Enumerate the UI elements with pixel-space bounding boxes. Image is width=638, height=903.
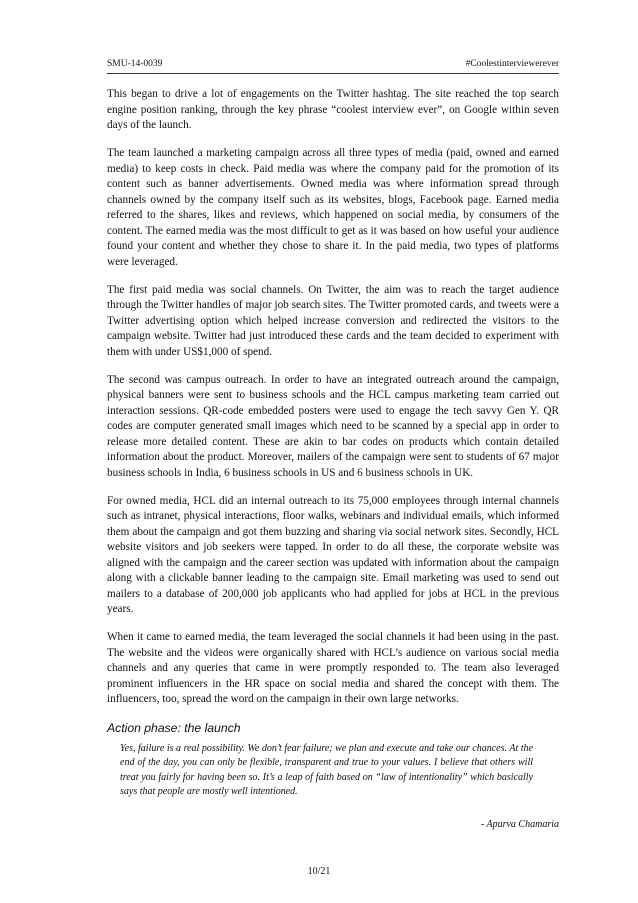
header-doc-code: SMU-14-0039 — [107, 59, 163, 69]
page-number: 10/21 — [307, 866, 331, 877]
page-header — [107, 59, 559, 73]
paragraph: For owned media, HCL did an internal outreach to its 75,000 employees through internal channels such as intranet, physical interactions, floor walks, webinars and individual emails, which informed them about the campaign and got them buzzing and sharing via social network sites. Secondly, HCL website visitors and job seekers were tapped. In order to do all these, the corporate website was aligned with the campaign and the career section was updated with information about the campaign along with a clickable banner leading to the campaign site. Email marketing was used to send out mailers to a database of 200,000 job applicants who had applied for jobs at HCL in the previous years. — [107, 494, 559, 616]
paragraph: The team launched a marketing campaign across all three types of media (paid, owned and earned media) to keep costs in check. Paid media was where the company paid for the promotion of its content such as banner advertisements. Owned media was where information spread through channels owned by the company itself such as its websites, blogs, Facebook page. Earned media referred to the shares, likes and reviews, which happened on social media, by consumers of the content. The earned media was the most difficult to get as it was based on how useful your audience found your content and whether they chose to share it. In the paid media, two types of platforms were leveraged. — [107, 147, 559, 268]
quote-attribution: - Apurva Chamaria — [480, 818, 559, 830]
page-body — [107, 87, 559, 832]
paragraph: When it came to earned media, the team leveraged the social channels it had been using in the past. The website and the videos were organically shared with HCL’s audience on various social media channels and any queries that came in were promptly responded to. The team also leveraged prominent influencers in the HR space on social media and shared the concept with them. The influencers, too, spread the word on the campaign in their own large networks. — [107, 631, 559, 706]
header-hashtag: #Coolestinterviewerever — [465, 59, 559, 69]
paragraph: This began to drive a lot of engagements on the Twitter hashtag. The site reached the top search engine position ranking, through the key phrase “coolest interview ever”, on Google within seven days of the launch. — [107, 88, 559, 131]
paragraph: The second was campus outreach. In order to have an integrated outreach around the campaign, physical banners were sent to business schools and the HCL campus marketing team carried out interaction sessions. QR-code embedded posters were used to engage the tech savvy Gen Y. QR codes are computer generated small images which need to be scanned by a special app in order to release more detailed content. These are akin to bar codes on products which contain detailed information about the product. Moreover, mailers of the campaign were sent to students of 67 major business schools in India, 6 business schools in US and 6 business schools in UK. — [107, 373, 559, 479]
block-quote: Yes, failure is a real possibility. We don’t fear failure; we plan and execute and take our chances. At the end of the day, you can only be flexible, transparent and true to your values. I believe that others will treat you fairly for having been so. It’s a leap of faith based on “law of intentionality” which basically says that people are mostly well intentioned. — [120, 742, 533, 798]
header-divider — [107, 73, 559, 74]
section-heading: Action phase: the launch — [107, 720, 241, 735]
paragraph: The first paid media was social channels. On Twitter, the aim was to reach the target audience through the Twitter handles of major job search sites. The Twitter promoted cards, and tweets were a Twitter advertising option which helped increase conversion and redirected the visitors to the campaign website. Twitter had just introduced these cards and the team decided to experiment with them with under US$1,000 of spend. — [107, 283, 559, 358]
